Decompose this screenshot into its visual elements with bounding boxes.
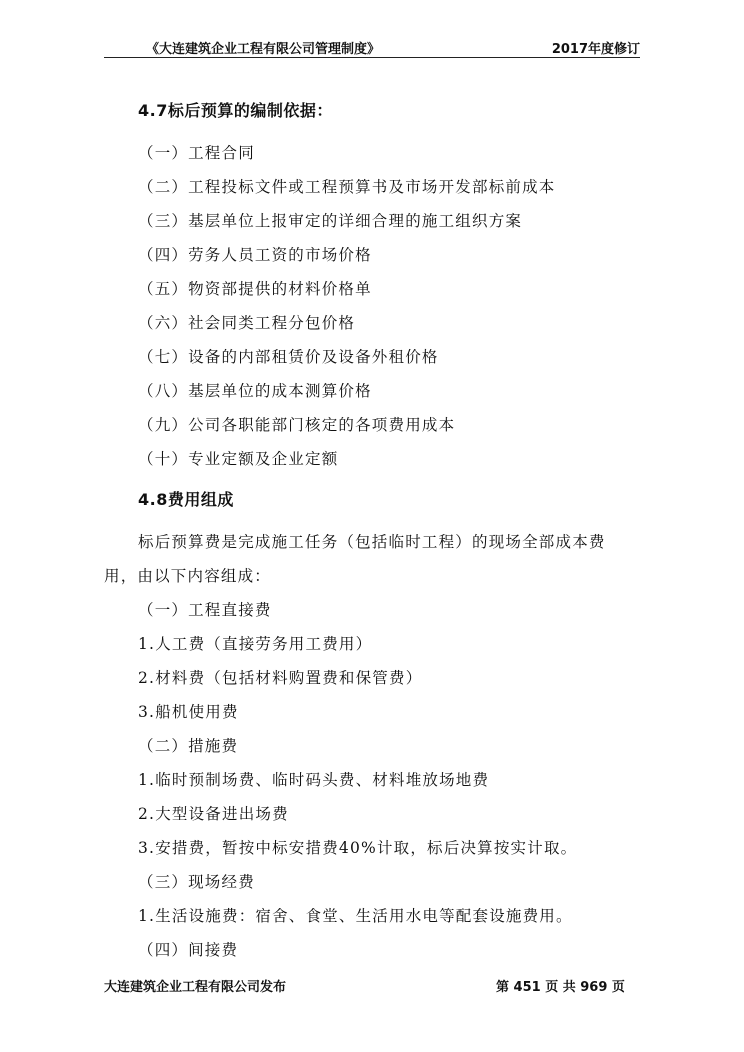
revision-label: 2017年度修订 [551,42,640,57]
page-footer [104,976,640,994]
publisher-label: 大连建筑企业工程有限公司发布 [104,980,287,995]
list-item: （四）间接费 [138,941,239,959]
list-item: 3.船机使用费 [138,703,239,721]
section-heading-4-7: 4.7标后预算的编制依据： [138,101,333,120]
page-number: 第 451 页 共 969 页 [496,980,625,995]
list-item: （七）设备的内部租赁价及设备外租价格 [138,348,439,366]
list-item: 2.大型设备进出场费 [138,805,289,823]
list-item: （四）劳务人员工资的市场价格 [138,246,372,264]
list-item: （三）基层单位上报审定的详细合理的施工组织方案 [138,212,523,230]
paragraph-line: 标后预算费是完成施工任务（包括临时工程）的现场全部成本费 [138,533,606,551]
list-item: （八）基层单位的成本测算价格 [138,382,372,400]
list-item: （九）公司各职能部门核定的各项费用成本 [138,416,456,434]
list-item: 1.临时预制场费、临时码头费、材料堆放场地费 [138,771,490,789]
list-item: 1.人工费（直接劳务用工费用） [138,635,373,653]
list-item: （三）现场经费 [138,873,255,891]
list-item: （一）工程直接费 [138,601,272,619]
section-heading-4-8: 4.8费用组成 [138,490,234,509]
document-title: 《大连建筑企业工程有限公司管理制度》 [146,42,381,57]
list-item: （五）物资部提供的材料价格单 [138,280,372,298]
page-header [104,38,640,56]
list-item: （二）措施费 [138,737,239,755]
list-item: （一）工程合同 [138,144,255,162]
list-item: 3.安措费，暂按中标安措费40%计取，标后决算按实计取。 [138,839,578,857]
paragraph-line: 用，由以下内容组成： [104,567,272,585]
header-divider [104,57,640,58]
list-item: （二）工程投标文件或工程预算书及市场开发部标前成本 [138,178,556,196]
list-item: （六）社会同类工程分包价格 [138,314,356,332]
list-item: 1.生活设施费：宿舍、食堂、生活用水电等配套设施费用。 [138,907,573,925]
list-item: （十）专业定额及企业定额 [138,450,339,468]
list-item: 2.材料费（包括材料购置费和保管费） [138,669,423,687]
